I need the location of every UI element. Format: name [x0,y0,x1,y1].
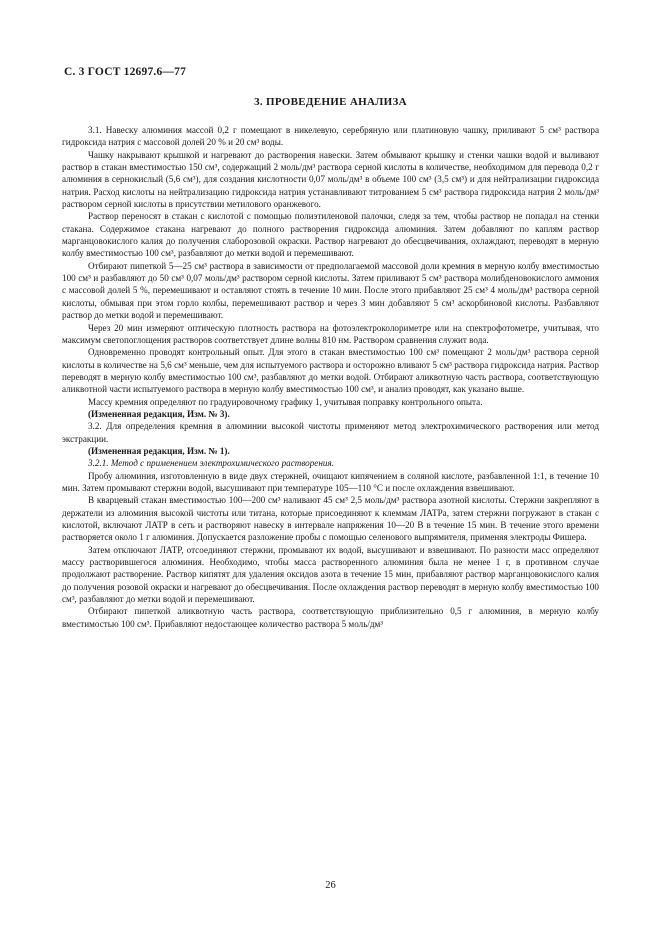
paragraph: Пробу алюминия, изготовленную в виде двух стержней, очищают кипячением в соляной кислоте, разбавленной 1:1, в течение 10 мин. Затем промывают стержни водой, высушивают при температуре 105—110 °С и после охлаждения взвешивают. [62,470,599,493]
amendment-note: (Измененная редакция, Изм. № 3). [88,408,230,419]
paragraph: Затем отключают ЛАТР, отсоединяют стержни, промывают их водой, высушивают и взвешивают. По разности масс определяют массу растворившегося алюминия. Необходимо, чтобы масса растворенного алюминия была не менее 1 г, в противном случае продолжают растворение. Раствор кипятят для удаления оксидов азота в течение 15 мин, прибавляют раствор марганцовокислого калия до получения розовой окраски и нагревают до обесцвечивания. После охлаждения раствор переводят в мерную колбу вместимостью 100 см³, разбавляют до метки водой и перемешивают. [62,544,599,605]
amendment-note: (Измененная редакция, Изм. № 1). [88,445,230,456]
page-number: 26 [325,880,336,891]
paragraph: 3.2. Для определения кремния в алюминии высокой чистоты применяют метод электрохимического растворения или метод экстракции. [62,421,599,444]
page-header: С. 3 ГОСТ 12697.6—77 [64,66,187,78]
body-text [62,124,599,630]
subsection-heading: 3.2.1. Метод с применением электрохимического растворения. [88,458,334,469]
section-title: 3. ПРОВЕДЕНИЕ АНАЛИЗА [254,96,407,108]
paragraph: 3.1. Навеску алюминия массой 0,2 г помещают в никелевую, серебряную или платиновую чашку, приливают 5 см³ раствора гидроксида натрия с массовой долей 20 % и 20 см³ воды. [62,125,599,148]
paragraph: Раствор переносят в стакан с кислотой с помощью полиэтиленовой палочки, следя за тем, чтобы раствор не попадал на стенки стакана. Содержимое стакана нагревают до полного растворения гидроксида алюминия. Затем добавляют по каплям раствор марганцовокислого калия до получения слаборозовой окраски. Раствор нагревают до обесцвечивания, охлаждают, переводят в мерную колбу вместимостью 100 см³, разбавляют до метки водой и перемешивают. [62,211,599,259]
paragraph: В кварцевый стакан вместимостью 100—200 см³ наливают 45 см³ 2,5 моль/дм³ раствора азотной кислоты. Стержни закрепляют в держатели из алюминия высокой чистоты или титана, которые присоединяют к клеммам ЛАТРа, затем стержни погружают в стакан с кислотой, включают ЛАТР в сеть и растворяют навеску в интервале напряжения 10—20 В в течение 15 мин. В течение этого времени растворяется около 1 г алюминия. Допускается разложение пробы с помощью селенового выпрямителя, применяя электроды Фишера. [62,495,599,543]
paragraph: Массу кремния определяют по градуировочному графику 1, учитывая поправку контрольного опыта. [88,396,483,407]
paragraph: Отбирают пипеткой 5—25 см³ раствора в зависимости от предполагаемой массовой доли кремния в мерную колбу вместимостью 100 см³ и разбавляют до 50 см³ 0,07 моль/дм³ раствором серной кислоты. Затем приливают 5 см³ раствора молибденовокислого аммония с массовой долей 5 %, перемешивают и оставляют стоять в течение 10 мин. После этого прибавляют 25 см³ 4 моль/дм³ раствора серной кислоты, обмывая при этом горло колбы, перемешивают раствор и через 3 мин добавляют 5 см³ аскорбиновой кислоты. Разбавляют раствор до метки водой и перемешивают. [62,260,599,321]
paragraph: Чашку накрывают крышкой и нагревают до растворения навески. Затем обмывают крышку и стенки чашки водой и выливают раствор в стакан вместимостью 150 см³, содержащий 2 моль/дм³ раствора серной кислоты в количестве, необходимом для перевода 0,2 г алюминия в сернокислый (5,6 см³), для создания кислотности 0,07 моль/дм³ в объеме 100 см³ (3,5 см³) и для нейтрализации гидроксида натрия. Расход кислоты на нейтрализацию гидроксида натрия устанавливают титрованием 5 см³ раствора гидроксида натрия 2 моль/дм³ раствором серной кислоты в присутствии метилового оранжевого. [62,149,599,210]
paragraph: Через 20 мин измеряют оптическую плотность раствора на фотоэлектроколориметре или на спектрофотометре, учитывая, что максимум светопоглощения растворов соответствует длине волны 810 нм. Раствором сравнения служит вода. [62,322,599,345]
paragraph: Одновременно проводят контрольный опыт. Для этого в стакан вместимостью 100 см³ помещают 2 моль/дм³ раствора серной кислоты в количестве на 5,6 см³ меньше, чем для испытуемого раствора и осторожно вливают 5 см³ раствора гидроксида натрия. Раствор переводят в мерную колбу вместимостью 100 см³, разбавляют до метки водой. Отбирают аликвотную часть раствора, соответствующую аликвотной части испытуемого раствора в мерную колбу вместимостью 100 см³, и анализ проводят, как указано выше. [62,347,599,395]
paragraph: Отбирают пипеткой аликвотную часть раствора, соответствующую приблизительно 0,5 г алюминия, в мерную колбу вместимостью 100 см³. Прибавляют недостающее количество раствора 5 моль/дм³ [62,606,599,629]
